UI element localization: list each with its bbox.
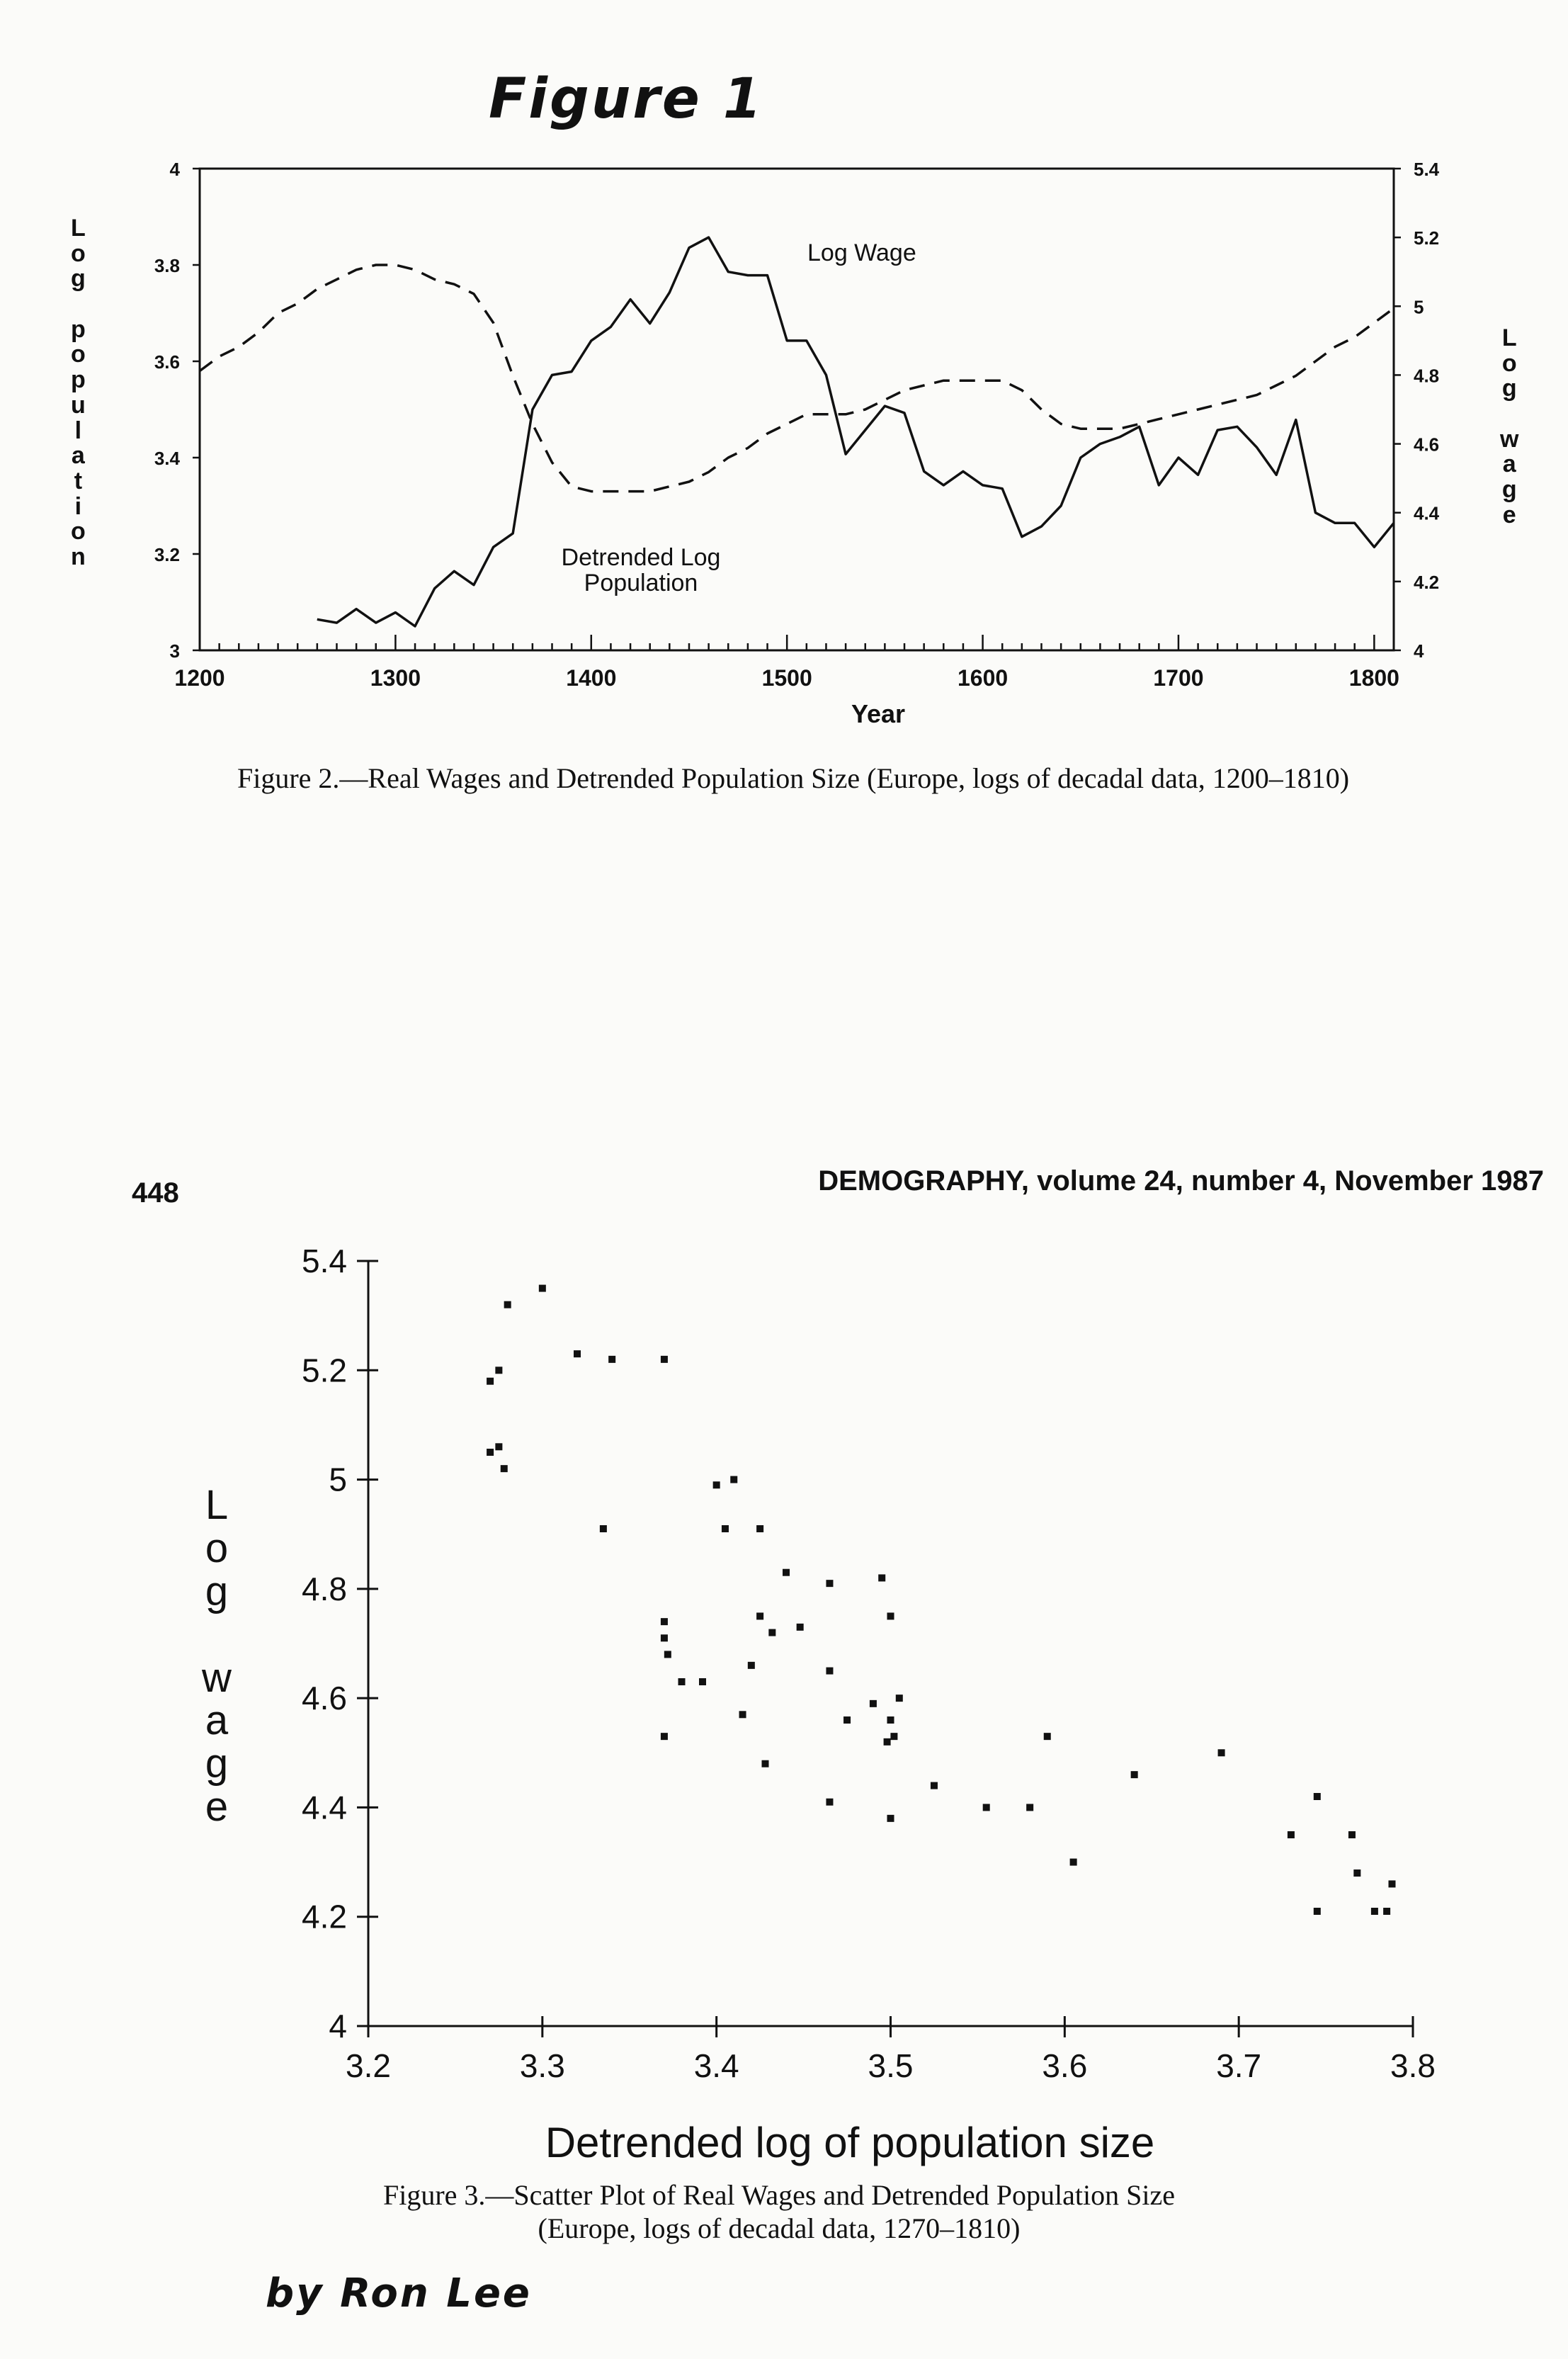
axis-label-letter: g xyxy=(1501,476,1517,504)
x-tick-label: 3.7 xyxy=(1216,2047,1262,2084)
axis-label-letter: p xyxy=(71,366,86,394)
scatter-point xyxy=(487,1378,494,1385)
x-tick-label: 3.5 xyxy=(868,2047,914,2084)
scatter-point xyxy=(884,1738,891,1746)
scatter-point xyxy=(826,1799,833,1806)
scatter-point xyxy=(608,1356,615,1363)
series-label-log-wage: Log Wage xyxy=(807,239,916,266)
axis-label-letter: i xyxy=(74,492,82,520)
y-right-tick-label: 4.6 xyxy=(1414,434,1440,456)
scatter-point xyxy=(661,1356,668,1363)
scatter-point xyxy=(1218,1749,1225,1756)
scatter-point xyxy=(495,1367,502,1374)
y-left-tick-label: 3.8 xyxy=(154,255,180,276)
scatter-point xyxy=(504,1301,511,1308)
series-line-log-wage xyxy=(317,237,1394,626)
scatter-point xyxy=(1353,1869,1360,1877)
handwritten-title: Figure 1 xyxy=(489,67,764,131)
y-tick-label: 5.4 xyxy=(302,1243,347,1279)
scatter-point xyxy=(931,1782,938,1789)
y-axis-label-log-wage xyxy=(202,1484,232,1829)
y-tick-label: 5 xyxy=(329,1461,347,1498)
handwritten-signature: by Ron Lee xyxy=(266,2270,532,2316)
scatter-point xyxy=(487,1449,494,1456)
y-right-tick-label: 4.4 xyxy=(1414,502,1440,524)
scatter-point xyxy=(756,1612,763,1619)
scatter-point xyxy=(1044,1733,1051,1740)
figure-2-caption: Figure 2.—Real Wages and Detrended Population Size (Europe, logs of decadal data, 1200–1810) xyxy=(237,762,1350,794)
axis-label-letter: w xyxy=(1500,425,1519,453)
scatter-point xyxy=(1026,1804,1033,1811)
y-tick-label: 4.8 xyxy=(302,1570,347,1607)
x-tick-label: 3.6 xyxy=(1042,2047,1088,2084)
x-tick-label: 1500 xyxy=(761,665,812,691)
axis-label-letter xyxy=(211,1614,222,1657)
axis-label-letter: o xyxy=(205,1524,229,1571)
scatter-point xyxy=(887,1815,894,1822)
scatter-point xyxy=(983,1804,990,1811)
scatter-point xyxy=(699,1678,706,1685)
scatter-point xyxy=(748,1662,755,1669)
scatter-point xyxy=(762,1760,769,1767)
scatter-point xyxy=(826,1668,833,1675)
scatter-point xyxy=(887,1612,894,1619)
journal-header: DEMOGRAPHY, volume 24, number 4, November 1987 xyxy=(818,1165,1544,1197)
y-left-tick-label: 3.6 xyxy=(154,351,180,373)
x-tick-label: 1400 xyxy=(566,665,617,691)
y-left-tick-label: 3.2 xyxy=(154,544,180,565)
scatter-point xyxy=(713,1481,720,1488)
axis-label-letter: L xyxy=(71,215,86,242)
axis-label-letter: L xyxy=(1501,324,1517,351)
scatter-point xyxy=(1070,1859,1077,1866)
series-line-detrended-log-population xyxy=(200,265,1394,492)
axis-label-letter: g xyxy=(205,1568,229,1614)
scatter-point xyxy=(501,1465,508,1472)
x-tick-label: 1800 xyxy=(1348,665,1399,691)
axis-label-letter: e xyxy=(205,1784,229,1831)
axis-label-letter: g xyxy=(205,1741,229,1787)
x-tick-label: 1700 xyxy=(1153,665,1204,691)
scatter-point xyxy=(768,1629,776,1636)
axis-label-letter: g xyxy=(71,265,86,293)
y-left-tick-label: 4 xyxy=(169,159,180,180)
page-number: 448 xyxy=(132,1177,179,1209)
x-tick-label: 3.4 xyxy=(693,2047,739,2084)
axis-label-letter: o xyxy=(71,239,86,267)
scatter-point xyxy=(1314,1908,1321,1915)
y-tick-label: 4.6 xyxy=(302,1680,347,1717)
scatter-point xyxy=(1348,1831,1356,1838)
axis-label-letter: a xyxy=(205,1697,229,1744)
scatter-point xyxy=(1288,1831,1295,1838)
y-axis-label-left-log-population xyxy=(71,216,86,570)
axis-label-letter: e xyxy=(1502,501,1516,528)
scatter-point xyxy=(887,1716,894,1724)
scatter-point xyxy=(826,1580,833,1587)
scatter-point xyxy=(574,1350,581,1357)
scatter-point xyxy=(890,1733,897,1740)
y-right-tick-label: 5 xyxy=(1414,296,1424,318)
figure-3-caption-line2: (Europe, logs of decadal data, 1270–1810) xyxy=(538,2212,1021,2244)
axis-label-letter: a xyxy=(71,442,85,470)
scatter-point xyxy=(730,1476,737,1483)
scatter-point xyxy=(783,1569,790,1576)
axis-label-letter: L xyxy=(205,1482,229,1528)
y-right-tick-label: 4.2 xyxy=(1414,571,1440,593)
scatter-point xyxy=(495,1443,502,1450)
x-tick-label: 1300 xyxy=(370,665,421,691)
axis-label-letter: t xyxy=(74,467,83,494)
scatter-point xyxy=(722,1525,729,1532)
scatter-point xyxy=(661,1618,668,1625)
figure-2-line-chart xyxy=(0,128,1568,779)
scatter-point xyxy=(1389,1880,1396,1887)
figure-3-caption-line1: Figure 3.—Scatter Plot of Real Wages and Detrended Population Size xyxy=(382,2179,1176,2211)
plot-frame xyxy=(200,169,1394,650)
scatter-point xyxy=(661,1634,668,1641)
x-axis-label-year: Year xyxy=(851,699,906,728)
scatter-point xyxy=(756,1525,763,1532)
scatter-point xyxy=(661,1733,668,1740)
scatter-point xyxy=(878,1574,885,1581)
y-tick-label: 4 xyxy=(329,2008,347,2044)
series-label-detrended-log-population-line2: Population xyxy=(584,570,698,596)
x-axis-label-detrended-log-population: Detrended log of population size xyxy=(545,2119,1155,2166)
axis-label-letter: g xyxy=(1501,375,1517,402)
y-right-tick-label: 5.4 xyxy=(1414,159,1440,180)
axis-label-letter: o xyxy=(71,518,86,545)
y-tick-label: 4.2 xyxy=(302,1898,347,1935)
x-tick-label: 3.2 xyxy=(346,2047,391,2084)
scatter-point xyxy=(739,1711,746,1718)
scatter-point xyxy=(1131,1771,1138,1778)
scatter-point xyxy=(678,1678,686,1685)
figure-3-scatter-chart xyxy=(0,1218,1568,2182)
scatter-point xyxy=(1314,1793,1321,1800)
y-right-tick-label: 4 xyxy=(1414,640,1424,662)
x-tick-label: 1200 xyxy=(174,665,225,691)
axis-label-letter: u xyxy=(71,391,86,419)
y-axis-label-right-log-wage xyxy=(1500,326,1518,528)
y-tick-label: 4.4 xyxy=(302,1789,347,1826)
axis-label-letter: n xyxy=(71,543,86,570)
axis-label-letter: o xyxy=(71,341,86,368)
x-tick-label: 1600 xyxy=(957,665,1009,691)
axis-label-letter: a xyxy=(1502,451,1516,478)
series-label-detrended-log-population-line1: Detrended Log xyxy=(561,544,721,571)
x-tick-label: 3.3 xyxy=(519,2047,565,2084)
y-left-tick-label: 3.4 xyxy=(154,448,180,469)
axis-label-letter xyxy=(75,292,81,317)
scatter-point xyxy=(843,1716,851,1724)
scatter-point xyxy=(600,1525,607,1532)
axis-label-letter: w xyxy=(202,1654,232,1701)
scatter-point xyxy=(797,1624,804,1631)
scatter-point xyxy=(896,1695,903,1702)
scatter-point xyxy=(539,1285,546,1292)
axis-label-letter: l xyxy=(74,417,82,444)
scatter-point xyxy=(870,1700,877,1707)
axis-label-letter xyxy=(1506,402,1513,427)
axis-label-letter: p xyxy=(71,315,86,343)
x-tick-label: 3.8 xyxy=(1390,2047,1436,2084)
axis-label-letter: o xyxy=(1501,349,1517,377)
scatter-point xyxy=(1383,1908,1390,1915)
y-right-tick-label: 4.8 xyxy=(1414,365,1440,387)
scatter-point xyxy=(1371,1908,1378,1915)
y-left-tick-label: 3 xyxy=(169,640,180,662)
y-right-tick-label: 5.2 xyxy=(1414,227,1440,249)
scatter-point xyxy=(664,1651,671,1658)
y-tick-label: 5.2 xyxy=(302,1352,347,1389)
